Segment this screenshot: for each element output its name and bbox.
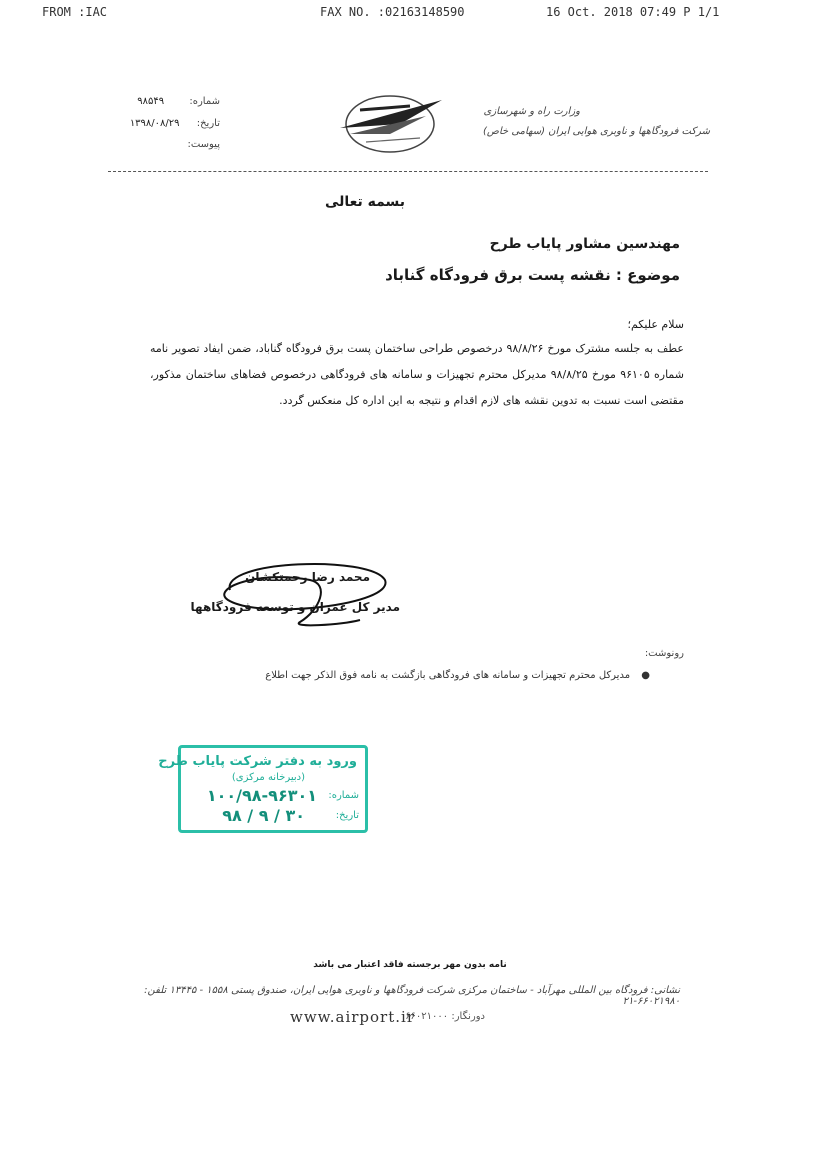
footer-website: www.airport.ir [290, 1008, 415, 1026]
signer-name: محمد رضا رحمتکشان [245, 570, 370, 584]
bullet-icon: ● [641, 670, 650, 681]
handwritten-signature [190, 550, 400, 630]
cc-item [250, 670, 650, 681]
cc-item-text: مدیرکل محترم تجهیزات و سامانه های فرودگاهی بازگشت به نامه فوق الذکر جهت اطلاع [265, 670, 631, 681]
letter-number-label: شماره: [189, 96, 220, 107]
addressee: مهندسین مشاور پایاب طرح [489, 236, 680, 252]
letter-date [96, 118, 220, 129]
letter-number [110, 96, 220, 107]
footer-validity-note: نامه بدون مهر برجسته فاقد اعتبار می باشد [313, 960, 507, 970]
letter-date-label: تاریخ: [196, 118, 220, 129]
airports-company-logo [330, 88, 450, 160]
letter-number-value: ۹۸۵۴۹ [137, 96, 165, 107]
fax-datetime: 16 Oct. 2018 07:49 P 1/1 [546, 5, 720, 19]
letter-attachment-label: پیوست: [187, 139, 220, 150]
subject-line: موضوع : نقشه پست برق فرودگاه گناباد [385, 266, 680, 284]
letter-date-value: ۱۳۹۸/۰۸/۲۹ [129, 118, 180, 129]
stamp-date-label: تاریخ: [335, 810, 359, 821]
stamp-number-label: شماره: [328, 790, 359, 801]
ministry-name: وزارت راه و شهرسازی [483, 106, 580, 117]
greeting: سلام علیکم؛ [627, 318, 684, 331]
letter-body: عطف به جلسه مشترک مورخ ۹۸/۸/۲۶ درخصوص طراحی ساختمان پست برق فرودگاه گناباد، ضمن ایفاد تصویر نامه شماره ۹۶۱۰۵ مورخ ۹۸/۸/۲۵ مدیرکل محترم تجهیزات و سامانه های فرودگاهی درخصوص فضاهای ساختمان مذکور، مقتضی است نسبت به تدوین نقشه های لازم اقدام و نتیجه به این اداره کل منعکس گردد. [150, 342, 685, 407]
footer-fax: دورنگار: ۶۶۰۲۱۰۰۰ [405, 1011, 485, 1022]
cc-label: رونوشت: [644, 648, 684, 659]
signer-title: مدیر کل عمران و توسعه فرودگاهها [190, 600, 400, 614]
stamp-title: ورود به دفتر شرکت پایاب طرح [158, 754, 357, 769]
stamp-subtitle: (دبیرخانه مرکزی) [231, 772, 305, 783]
fax-from: FROM :IAC [42, 5, 108, 19]
stamp-date-value: ۹۸ / ۹ / ۳۰ [222, 806, 305, 825]
company-name: شرکت فرودگاهها و ناوبری هوایی ایران (سهامی خاص) [482, 126, 710, 137]
footer-address: نشانی: فرودگاه بین المللی مهرآباد - ساختمان مرکزی شرکت فرودگاهها و ناوبری هوایی ایران، صندوق پستی ۱۵۵۸ - ۱۳۴۴۵ تلفن: ۶۶۰۲۱۹۸۰-۲۱ [144, 985, 680, 1007]
stamp-number-value: ۱۰۰/۹۸-۹۶۳۰۱ [206, 786, 317, 805]
basmala: بسمه تعالی [324, 194, 406, 210]
fax-number: FAX NO. :02163148590 [320, 5, 465, 19]
received-stamp [158, 745, 368, 833]
header-divider [108, 171, 708, 172]
